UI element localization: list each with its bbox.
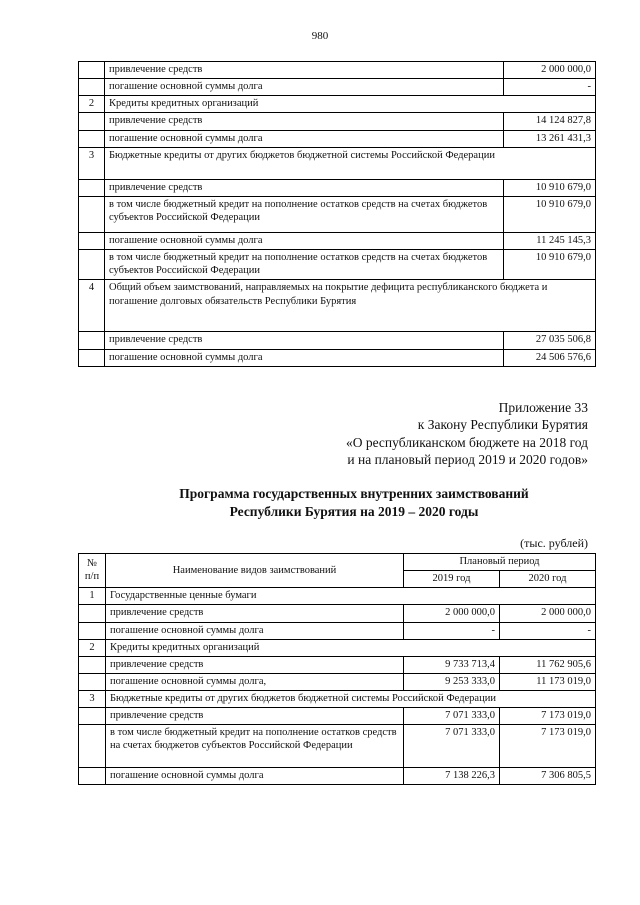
value-2019: 7 071 333,0 <box>404 725 500 767</box>
row-number <box>79 113 105 130</box>
value-2019: 7 071 333,0 <box>404 708 500 725</box>
row-number: 2 <box>79 639 106 656</box>
row-label: привлечение средств <box>106 605 404 622</box>
program-title <box>120 485 588 520</box>
table-row <box>79 179 596 196</box>
row-label: привлечение средств <box>105 179 504 196</box>
row-number <box>79 79 105 96</box>
row-number <box>79 656 106 673</box>
value-2019: 7 138 226,3 <box>404 767 500 784</box>
value-2020: 7 306 805,5 <box>500 767 596 784</box>
header-name: Наименование видов заимствований <box>106 554 404 588</box>
row-value: 14 124 827,8 <box>504 113 596 130</box>
header-num: № п/п <box>79 554 106 588</box>
row-label: погашение основной суммы долга <box>105 79 504 96</box>
row-number <box>79 196 105 232</box>
program-title-line: Республики Бурятия на 2019 – 2020 годы <box>229 503 479 519</box>
section-label: Кредиты кредитных организаций <box>105 96 596 113</box>
appendix-line: Приложение 33 <box>498 400 588 415</box>
table-row <box>79 349 596 366</box>
row-value: 10 910 679,0 <box>504 196 596 232</box>
table-row <box>79 691 596 708</box>
row-label: привлечение средств <box>105 113 504 130</box>
table-row <box>79 233 596 250</box>
row-label: привлечение средств <box>105 332 504 349</box>
value-2020: 11 762 905,6 <box>500 656 596 673</box>
row-value: 13 261 431,3 <box>504 130 596 147</box>
row-number <box>79 332 105 349</box>
row-value: 10 910 679,0 <box>504 179 596 196</box>
table-row <box>79 639 596 656</box>
row-value: 2 000 000,0 <box>504 62 596 79</box>
row-number: 1 <box>79 588 106 605</box>
row-label: привлечение средств <box>105 62 504 79</box>
row-number <box>79 62 105 79</box>
row-value: 11 245 145,3 <box>504 233 596 250</box>
value-2020: 7 173 019,0 <box>500 708 596 725</box>
table-row <box>79 147 596 179</box>
row-number <box>79 708 106 725</box>
row-label: погашение основной суммы долга <box>106 622 404 639</box>
row-number: 2 <box>79 96 105 113</box>
table-row <box>79 605 596 622</box>
table-row <box>79 250 596 280</box>
table-row <box>79 196 596 232</box>
table-row <box>79 622 596 639</box>
row-label: погашение основной суммы долга <box>106 767 404 784</box>
header-year-2019: 2019 год <box>404 571 500 588</box>
value-2020: 7 173 019,0 <box>500 725 596 767</box>
table-row <box>79 280 596 332</box>
row-number <box>79 179 105 196</box>
row-number: 4 <box>79 280 105 332</box>
table-row <box>79 656 596 673</box>
row-number: 3 <box>79 147 105 179</box>
section-label: Кредиты кредитных организаций <box>106 639 596 656</box>
row-number <box>79 605 106 622</box>
value-2019: - <box>404 622 500 639</box>
row-value: 24 506 576,6 <box>504 349 596 366</box>
table-row <box>79 130 596 147</box>
appendix-line: и на плановый период 2019 и 2020 годов» <box>347 451 588 467</box>
section-label: Бюджетные кредиты от других бюджетов бюджетной системы Российской Федерации <box>105 147 596 179</box>
row-number <box>79 349 105 366</box>
appendix-line: «О республиканском бюджете на 2018 год <box>345 434 588 450</box>
table-row <box>79 113 596 130</box>
row-label: погашение основной суммы долга <box>105 130 504 147</box>
row-value: 10 910 679,0 <box>504 250 596 280</box>
row-number <box>79 622 106 639</box>
table-row <box>79 588 596 605</box>
row-number <box>79 130 105 147</box>
appendix-line: к Закону Республики Бурятия <box>417 417 588 433</box>
row-label: в том числе бюджетный кредит на пополнение остатков средств на счетах бюджетов субъектов Российской Федерации <box>106 725 404 767</box>
borrowings-2019-2020-table <box>78 553 596 785</box>
page-number: 980 <box>311 30 329 42</box>
row-number <box>79 767 106 784</box>
header-period: Плановый период <box>404 554 596 571</box>
value-2020: - <box>500 622 596 639</box>
table-row <box>79 767 596 784</box>
table-row <box>79 79 596 96</box>
value-2019: 9 253 333,0 <box>404 673 500 690</box>
row-value: 27 035 506,8 <box>504 332 596 349</box>
row-value: - <box>504 79 596 96</box>
row-label: привлечение средств <box>106 708 404 725</box>
table-row <box>79 708 596 725</box>
table-row <box>79 725 596 767</box>
value-2020: 11 173 019,0 <box>500 673 596 690</box>
units-label: (тыс. рублей) <box>520 536 588 550</box>
table-row <box>79 673 596 690</box>
row-number <box>79 233 105 250</box>
value-2019: 9 733 713,4 <box>404 656 500 673</box>
row-label: погашение основной суммы долга, <box>106 673 404 690</box>
table-row <box>79 96 596 113</box>
appendix-heading <box>280 399 588 468</box>
table-row <box>79 332 596 349</box>
row-number <box>79 725 106 767</box>
row-number: 3 <box>79 691 106 708</box>
header-year-2020: 2020 год <box>500 571 596 588</box>
value-2020: 2 000 000,0 <box>500 605 596 622</box>
section-label: Бюджетные кредиты от других бюджетов бюджетной системы Российской Федерации <box>106 691 596 708</box>
borrowings-2018-table <box>78 61 596 367</box>
table-row <box>79 62 596 79</box>
row-label: в том числе бюджетный кредит на пополнение остатков средств на счетах бюджетов субъектов Российской Федерации <box>105 250 504 280</box>
row-number <box>79 673 106 690</box>
program-title-line: Программа государственных внутренних заимствований <box>179 486 529 501</box>
row-label: привлечение средств <box>106 656 404 673</box>
table-header-row <box>79 554 596 571</box>
value-2019: 2 000 000,0 <box>404 605 500 622</box>
row-number <box>79 250 105 280</box>
row-label: погашение основной суммы долга <box>105 349 504 366</box>
section-label: Общий объем заимствований, направляемых на покрытие дефицита республиканского бюджета и погашение долговых обязательств Республики Бурятия <box>105 280 596 332</box>
section-label: Государственные ценные бумаги <box>106 588 596 605</box>
row-label: погашение основной суммы долга <box>105 233 504 250</box>
row-label: в том числе бюджетный кредит на пополнение остатков средств на счетах бюджетов субъектов Российской Федерации <box>105 196 504 232</box>
